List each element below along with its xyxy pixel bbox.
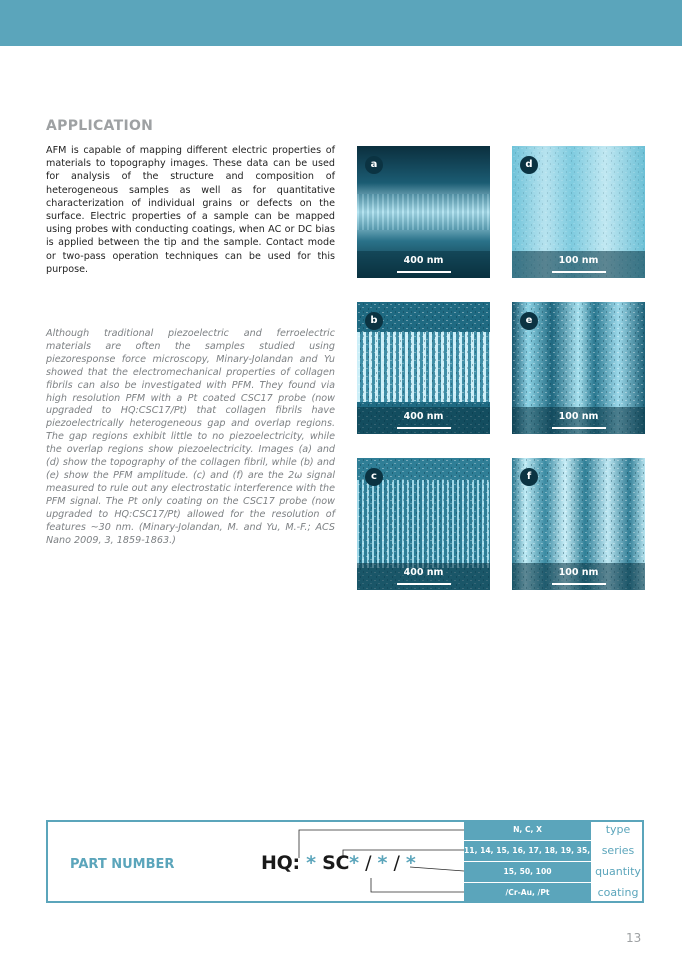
image-label: b <box>365 312 383 330</box>
coating-name: coating <box>597 886 639 899</box>
series-name: series <box>601 844 635 857</box>
scale-text: 400 nm <box>403 567 444 578</box>
image-label: f <box>520 468 538 486</box>
quantity-options: 15, 50, 100 <box>464 862 591 882</box>
scale-text: 100 nm <box>558 411 599 422</box>
section-title: APPLICATION <box>46 118 154 134</box>
image-label: a <box>365 156 383 174</box>
type-name: type <box>605 823 631 836</box>
page-number: 13 <box>626 931 642 945</box>
research-paragraph: Although traditional piezoelectric and ferroelectric materials are often the samples studied using piezoresponse force microscopy, Minary-Jolandan and Yu showed that the electromechanical properties of collagen fibrils can also be investigated with PFM. They found via high resolution PFM with a Pt coated CSC17 probe (now upgraded to HQ:CSC17/Pt) that collagen fibrils have piezoelectrically heterogeneous gap and overlap regions. The gap regions exhibit little to no piezoelectricity, while the overlap regions show piezoelectricity. Images (a) and (d) show the topography of the collagen fibril, while (b) and (e) show the PFM amplitude. (c) and (f) are the 2ω signal measured to rule out any electrostatic interference with the PFM signal. The Pt only coating on the CSC17 probe (now upgraded to HQ:CSC17/Pt) allowed for the resolution of features ~30 nm. (Minary-Jolandan, M. and Yu, M.-F.; ACS Nano 2009, 3, 1859-1863.) <box>46 328 335 546</box>
intro-paragraph: AFM is capable of mapping different electric properties of materials to topography images. These data can be used for analysis of the structure and composition of heterogeneous samples as well as for quantitative characterization of individual grains or defects on the surface. Electric properties of a sample can be mapped using probes with conducting coatings, when AC or DC bias is applied between the tip and the sample. Contact mode or two-pass operation techniques can be used for this purpose. <box>46 145 335 275</box>
type-wildcard: * <box>306 852 316 874</box>
series-options: 11, 14, 15, 16, 17, 18, 19, 35, 36 <box>464 841 591 861</box>
part-number-label: PART NUMBER <box>70 857 175 872</box>
quantity-name: quantity <box>595 865 641 878</box>
quantity-wildcard: * <box>377 852 388 874</box>
scale-text: 400 nm <box>403 411 444 422</box>
scale-text: 400 nm <box>403 255 444 266</box>
part-number-code <box>261 852 416 874</box>
separator: / <box>365 852 372 874</box>
coating-wildcard: * <box>405 852 416 874</box>
scale-text: 100 nm <box>558 567 599 578</box>
image-label: d <box>520 156 538 174</box>
part-prefix: HQ: <box>261 852 300 874</box>
separator: / <box>393 852 400 874</box>
scale-text: 100 nm <box>558 255 599 266</box>
coating-options: /Cr-Au, /Pt <box>464 883 591 903</box>
image-label: e <box>520 312 538 330</box>
series-code: SC <box>322 852 350 874</box>
image-label: c <box>365 468 383 486</box>
type-options: N, C, X <box>464 820 591 840</box>
series-wildcard: * <box>349 852 359 874</box>
